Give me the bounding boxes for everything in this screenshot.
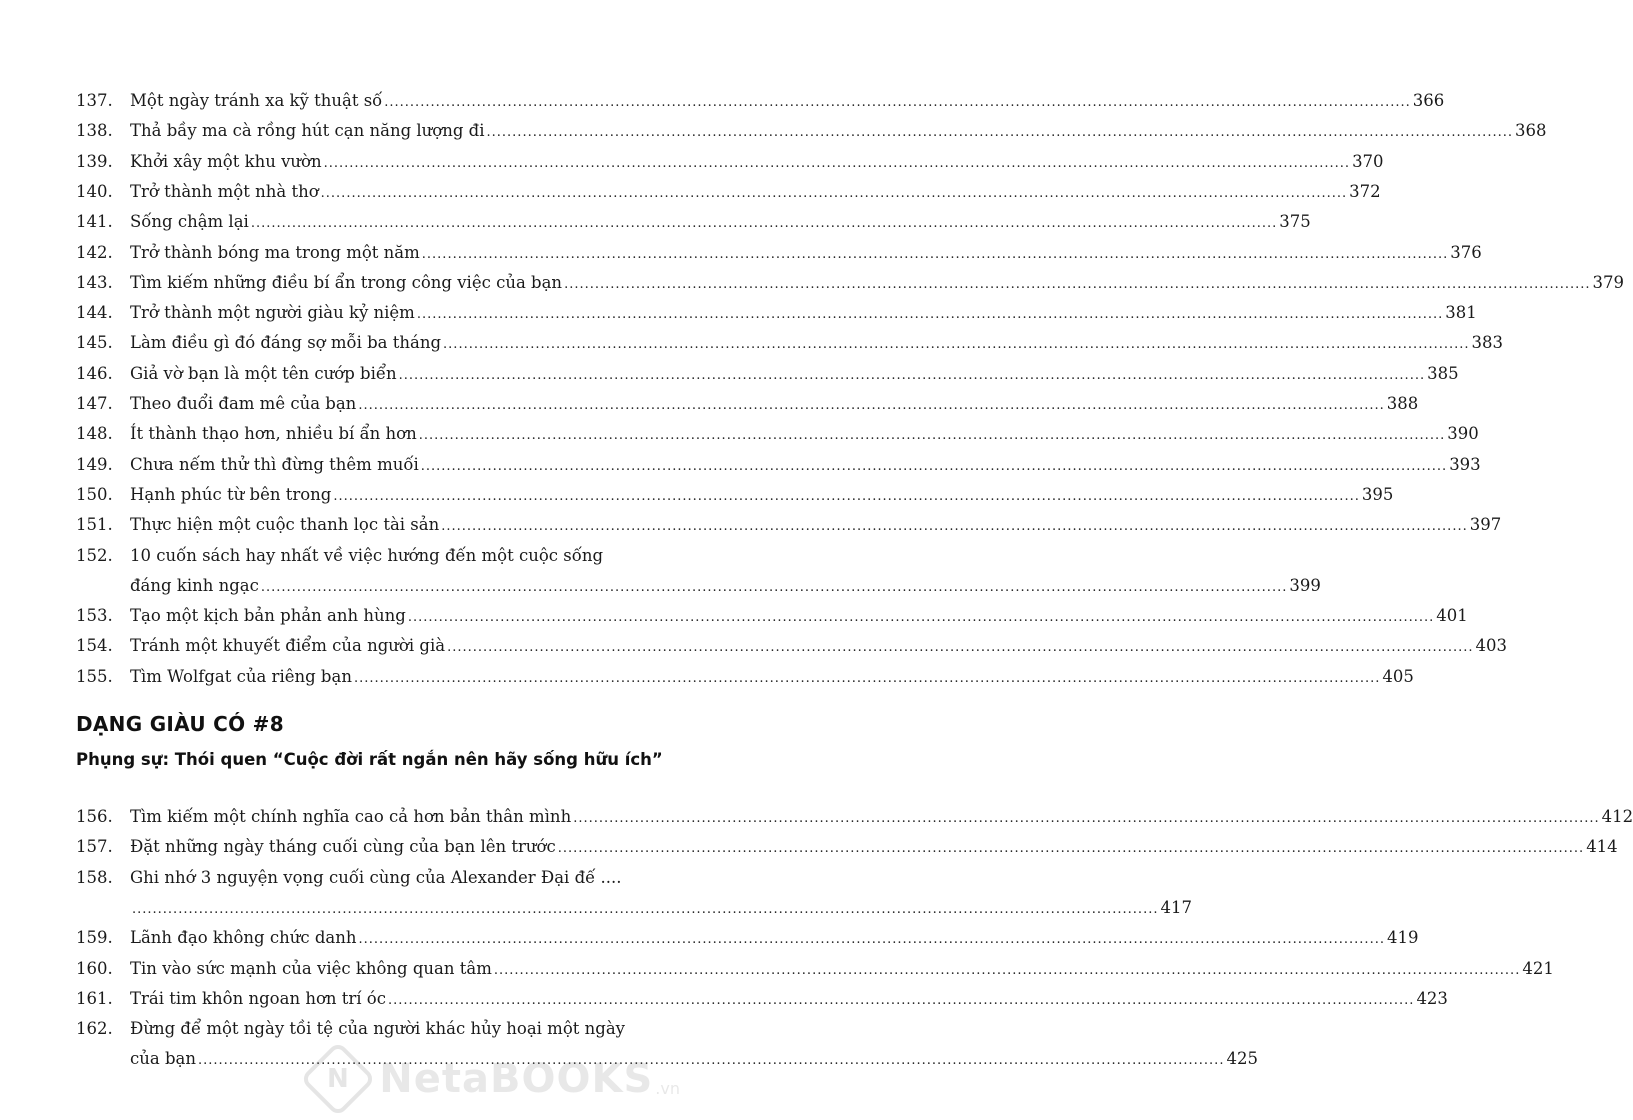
entry-page-number: 399 xyxy=(1289,575,1321,595)
entry-title-line1: Đừng để một ngày tồi tệ của người khác hủy hoại một ngày xyxy=(130,1019,625,1039)
watermark xyxy=(311,1052,680,1106)
dot-leader: ........................................................................................................................................................................................................ xyxy=(320,185,1348,201)
dot-leader: ........................................................................................................................................................................................................ xyxy=(447,640,1474,656)
entry-number: 141. xyxy=(76,212,113,232)
entry-number: 139. xyxy=(76,151,113,171)
entry-title: Hạnh phúc từ bên trong xyxy=(130,484,332,504)
dot-leader: ........................................................................................................................................................................................................ xyxy=(132,901,1159,917)
entry-page-number: 368 xyxy=(1514,121,1547,141)
dot-leader: ........................................................................................................................................................................................................ xyxy=(407,610,1435,626)
entry-page-number: 383 xyxy=(1471,333,1504,353)
dot-leader: ........................................................................................................................................................................................................ xyxy=(420,458,1448,474)
dot-leader: ........................................................................................................................................................................................................ xyxy=(197,1053,1225,1069)
entry-title: Trở thành bóng ma trong một năm xyxy=(130,242,420,262)
dot-leader: ........................................................................................................................................................................................................ xyxy=(358,398,1385,413)
watermark-suffix: .vn xyxy=(655,1079,680,1098)
entry-page-number: 388 xyxy=(1386,394,1419,413)
entry-title: Tin vào sức mạnh của việc không quan tâm xyxy=(130,958,492,978)
entry-page-number: 401 xyxy=(1436,606,1468,626)
entry-title: Làm điều gì đó đáng sợ mỗi ba tháng xyxy=(130,333,442,353)
watermark-logo-icon: N xyxy=(300,1041,376,1117)
entry-page-number: 425 xyxy=(1226,1049,1258,1069)
entry-number: 161. xyxy=(76,988,113,1008)
entry-page-number: 403 xyxy=(1475,636,1508,656)
entry-number: 160. xyxy=(76,958,113,978)
entry-page-number: 376 xyxy=(1450,242,1482,262)
entry-page-number: 423 xyxy=(1416,988,1448,1008)
entry-page-number: 395 xyxy=(1361,484,1394,504)
dot-leader: ........................................................................................................................................................................................................ xyxy=(333,488,1360,504)
dot-leader: ........................................................................................................................................................................................................ xyxy=(358,932,1385,948)
entry-title: Tìm kiếm một chính nghĩa cao cả hơn bản thân mình xyxy=(130,807,572,826)
entry-number: 157. xyxy=(76,837,113,857)
entry-number: 142. xyxy=(76,242,113,262)
entry-page-number: 412 xyxy=(1601,807,1633,826)
entry-page-number: 421 xyxy=(1522,958,1554,978)
dot-leader: ........................................................................................................................................................................................................ xyxy=(250,216,1278,232)
entry-number: 138. xyxy=(76,121,113,141)
dot-leader: ........................................................................................................................................................................................................ xyxy=(384,95,1411,110)
entry-title-line1: Ghi nhớ 3 nguyện vọng cuối cùng của Alexander Đại đế .... xyxy=(130,867,622,887)
entry-title: Theo đuổi đam mê của bạn xyxy=(130,394,357,413)
entry-page-number: 417 xyxy=(1160,897,1192,917)
entry-title: đáng kinh ngạc xyxy=(130,575,259,595)
dot-leader: ........................................................................................................................................................................................................ xyxy=(353,670,1381,686)
entry-number: 159. xyxy=(76,928,113,948)
entry-page-number: 414 xyxy=(1586,837,1618,857)
entry-page-number: 379 xyxy=(1592,272,1625,292)
dot-leader: ........................................................................................................................................................................................................ xyxy=(418,428,1446,444)
entry-page-number: 390 xyxy=(1447,424,1479,444)
entry-number: 140. xyxy=(76,181,113,201)
dot-leader: ........................................................................................................................................................................................................ xyxy=(564,276,1591,292)
entry-number: 143. xyxy=(76,272,113,292)
entry-title: Khởi xây một khu vườn xyxy=(130,151,322,171)
entry-number: 147. xyxy=(76,394,113,413)
entry-title: Tránh một khuyết điểm của người già xyxy=(130,636,446,656)
entry-title: của bạn xyxy=(130,1049,196,1069)
entry-title: Đặt những ngày tháng cuối cùng của bạn lên trước xyxy=(130,837,556,857)
entry-number: 149. xyxy=(76,454,113,474)
dot-leader: ........................................................................................................................................................................................................ xyxy=(486,125,1513,141)
entry-title: Tìm Wolfgat của riêng bạn xyxy=(130,666,352,686)
entry-number: 145. xyxy=(76,333,113,353)
entry-number: 154. xyxy=(76,636,113,656)
dot-leader: ........................................................................................................................................................................................................ xyxy=(441,519,1468,535)
entry-title: Trở thành một người giàu kỷ niệm xyxy=(130,303,415,323)
entry-number: 151. xyxy=(76,515,113,535)
section-subtitle: Phụng sự: Thói quen “Cuộc đời rất ngắn nên hãy sống hữu ích” xyxy=(76,750,663,769)
entry-title: Một ngày tránh xa kỹ thuật số xyxy=(130,91,383,110)
dot-leader: ........................................................................................................................................................................................................ xyxy=(260,579,1288,595)
entry-page-number: 372 xyxy=(1349,181,1381,201)
entry-number: 152. xyxy=(76,545,113,565)
entry-title: Giả vờ bạn là một tên cướp biển xyxy=(130,363,397,383)
entry-title: Chưa nếm thử thì đừng thêm muối xyxy=(130,454,419,474)
entry-title: Lãnh đạo không chức danh xyxy=(130,928,357,948)
dot-leader: ........................................................................................................................................................................................................ xyxy=(493,962,1521,978)
dot-leader: ........................................................................................................................................................................................................ xyxy=(416,307,1444,323)
entry-number: 137. xyxy=(76,91,113,110)
entry-number: 150. xyxy=(76,484,113,504)
entry-page-number: 385 xyxy=(1427,363,1459,383)
entry-number: 146. xyxy=(76,363,113,383)
dot-leader: ........................................................................................................................................................................................................ xyxy=(443,337,1470,353)
entry-number: 144. xyxy=(76,303,113,323)
entry-title: Sống chậm lại xyxy=(130,212,249,232)
entry-page-number: 393 xyxy=(1449,454,1481,474)
entry-page-number: 381 xyxy=(1445,303,1477,323)
entry-number: 158. xyxy=(76,867,113,887)
entry-page-number: 397 xyxy=(1469,515,1502,535)
entry-title: Tìm kiếm những điều bí ẩn trong công việc của bạn xyxy=(130,272,563,292)
entry-title: Trái tim khôn ngoan hơn trí óc xyxy=(130,988,386,1008)
dot-leader: ........................................................................................................................................................................................................ xyxy=(323,155,1351,171)
entry-number: 156. xyxy=(76,807,113,826)
entry-title: Ít thành thạo hơn, nhiều bí ẩn hơn xyxy=(130,424,417,444)
dot-leader: ........................................................................................................................................................................................................ xyxy=(421,246,1449,262)
dot-leader: ........................................................................................................................................................................................................ xyxy=(557,841,1585,857)
entry-page-number: 370 xyxy=(1352,151,1384,171)
entry-number: 155. xyxy=(76,666,113,686)
entry-title-line1: 10 cuốn sách hay nhất về việc hướng đến một cuộc sống xyxy=(130,545,604,565)
dot-leader: ........................................................................................................................................................................................................ xyxy=(387,992,1415,1008)
entry-title: Thực hiện một cuộc thanh lọc tài sản xyxy=(130,515,440,535)
section-label: DẠNG GIÀU CÓ #8 xyxy=(76,712,284,736)
entry-page-number: 405 xyxy=(1382,666,1414,686)
entry-number: 153. xyxy=(76,606,113,626)
entry-title: Tạo một kịch bản phản anh hùng xyxy=(130,606,406,626)
entry-page-number: 419 xyxy=(1386,928,1419,948)
entry-page-number: 366 xyxy=(1412,91,1445,110)
entry-number: 162. xyxy=(76,1019,113,1039)
watermark-text: NetaBOOKS xyxy=(379,1056,654,1102)
dot-leader: ........................................................................................................................................................................................................ xyxy=(573,811,1600,826)
entry-title: Thả bầy ma cà rồng hút cạn năng lượng đi xyxy=(130,121,485,141)
entry-number: 148. xyxy=(76,424,113,444)
dot-leader: ........................................................................................................................................................................................................ xyxy=(398,367,1426,383)
entry-page-number: 375 xyxy=(1279,212,1311,232)
entry-title: Trở thành một nhà thơ xyxy=(130,181,319,201)
